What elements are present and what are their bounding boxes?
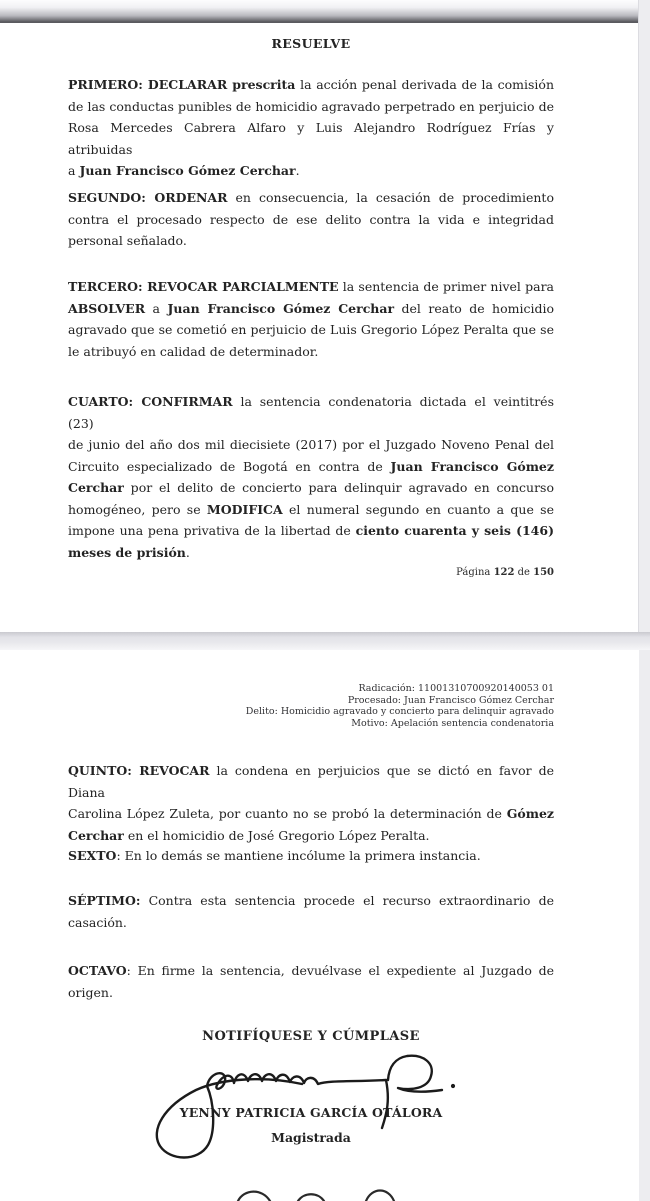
- text-run: Carolina López Zuleta, por cuanto no se probó la determinación de: [68, 806, 507, 821]
- bold-run: Juan Francisco Gómez Cerchar: [167, 300, 395, 316]
- text-line: [68, 276, 554, 298]
- notifiquese-heading: NOTIFÍQUESE Y CÚMPLASE: [202, 1029, 420, 1044]
- bold-run: PRIMERO: DECLARAR prescrita: [68, 77, 296, 92]
- text-run: : En lo demás se mantiene incólume la primera instancia.: [116, 848, 481, 863]
- text-line: [68, 187, 554, 209]
- page-gap: [0, 632, 650, 650]
- bold-run: meses de prisión: [68, 544, 186, 560]
- text-run: homogéneo, pero se: [68, 501, 207, 517]
- paragraph-primero: [68, 74, 554, 182]
- text-line: [68, 803, 554, 825]
- text-run: personal señalado.: [68, 233, 187, 248]
- text-run: en consecuencia, la cesación de procedimiento: [227, 190, 554, 205]
- text-line: [68, 117, 554, 160]
- text-line: [68, 890, 554, 912]
- text-line: [68, 209, 554, 231]
- bold-run: SÉPTIMO:: [68, 893, 141, 908]
- text-run: origen.: [68, 984, 113, 1000]
- text-run: Contra esta sentencia procede el recurso extraordinario de: [140, 893, 554, 908]
- bold-run: SEGUNDO: ORDENAR: [68, 190, 228, 205]
- paragraph-cuarto: [68, 391, 554, 563]
- paragraph-tercero: [68, 276, 554, 362]
- viewer-gutter: [638, 0, 650, 1201]
- text-run: Rosa Mercedes Cabrera Alfaro y Luis Alejandro Rodríguez Frías y atribuidas: [68, 120, 554, 157]
- text-line: [68, 230, 554, 252]
- text-line: [68, 160, 554, 182]
- page-number-total: 150: [533, 567, 554, 578]
- text-line: [68, 74, 554, 96]
- text-line: [68, 298, 554, 320]
- text-run: .: [295, 163, 300, 178]
- text-run: por el delito de concierto para delinquir agravado en concurso: [123, 480, 554, 495]
- text-line: [68, 434, 554, 456]
- bold-run: Cerchar: [68, 480, 124, 495]
- text-run: casación.: [68, 914, 127, 930]
- text-line: [68, 456, 554, 478]
- signer-title: Magistrada: [271, 1130, 351, 1145]
- bold-run: MODIFICA: [206, 501, 283, 517]
- text-run: del reato de homicidio: [394, 300, 554, 316]
- text-run: la acción penal derivada de la comisión: [295, 77, 555, 92]
- header-line-delito: Delito: Homicidio agravado y concierto para delinquir agravado: [245, 706, 554, 717]
- text-run: la sentencia condenatoria dictada el veintitrés (23): [68, 394, 554, 431]
- text-line: [68, 499, 554, 521]
- text-line: [68, 341, 554, 363]
- page-top-shadow: [0, 0, 638, 23]
- header-line-motivo: Motivo: Apelación sentencia condenatoria: [351, 717, 554, 729]
- bold-run: TERCERO: REVOCAR PARCIALMENTE: [68, 279, 339, 294]
- text-line: [68, 96, 554, 118]
- text-run: a: [145, 300, 168, 316]
- text-run: impone una pena privativa de la libertad de: [68, 523, 356, 538]
- text-line: [68, 319, 554, 341]
- text-line: [68, 960, 554, 982]
- header-line-radicacion: Radicación: 11001310700920140053 01: [358, 683, 554, 694]
- bold-run: SEXTO: [68, 848, 117, 863]
- bold-run: Cerchar: [68, 827, 124, 843]
- header-line-procesado: Procesado: Juan Francisco Gómez Cerchar: [347, 694, 554, 706]
- page-number-sep: de: [514, 567, 534, 578]
- text-run: de las conductas punibles de homicidio agravado perpetrado en perjuicio de: [68, 98, 554, 114]
- text-run: en el homicidio de José Gregorio López Peralta.: [123, 827, 430, 843]
- text-line: [68, 760, 554, 803]
- bold-run: Juan Francisco Gómez: [390, 458, 554, 474]
- resuelve-heading: RESUELVE: [271, 36, 351, 51]
- text-run: Circuito especializado de Bogotá en contra de: [68, 458, 391, 474]
- text-line: [68, 391, 554, 434]
- case-header: [68, 683, 554, 729]
- paragraph-quinto: [68, 760, 554, 846]
- bold-run: ABSOLVER: [68, 300, 146, 316]
- text-run: : En firme la sentencia, devuélvase el expediente al Juzgado de: [126, 963, 554, 978]
- text-line: [68, 982, 554, 1004]
- page-number-label: Página: [456, 567, 494, 578]
- paragraph-segundo: [68, 187, 554, 252]
- text-line: [68, 912, 554, 934]
- text-run: de junio del año dos mil diecisiete (2017) por el Juzgado Noveno Penal del: [68, 437, 554, 452]
- paragraph-sexto: [68, 845, 554, 867]
- text-line: [68, 542, 554, 564]
- bold-run: OCTAVO: [68, 963, 127, 978]
- bold-run: CUARTO: CONFIRMAR: [68, 394, 233, 409]
- text-run: .: [185, 544, 190, 560]
- text-run: la sentencia de primer nivel para: [338, 279, 555, 294]
- text-run: a: [68, 163, 80, 178]
- text-run: le atribuyó en calidad de determinador.: [68, 343, 319, 359]
- text-line: [68, 520, 554, 542]
- paragraph-septimo: [68, 890, 554, 933]
- paragraph-octavo: [68, 960, 554, 1003]
- text-line: [68, 477, 554, 499]
- text-run: la condena en perjuicios que se dictó en favor de Diana: [68, 763, 554, 800]
- text-line: [68, 845, 554, 867]
- bold-run: Gómez: [506, 806, 554, 821]
- text-run: contra el procesado respecto de ese delito contra la vida e integridad: [68, 211, 554, 227]
- bold-run: Juan Francisco Gómez Cerchar: [79, 163, 296, 178]
- signer-name: YENNY PATRICIA GARCÍA OTÁLORA: [179, 1105, 443, 1120]
- text-run: el numeral segundo en cuanto a que se: [282, 501, 554, 517]
- text-line: [68, 825, 554, 847]
- bold-run: QUINTO: REVOCAR: [68, 763, 210, 778]
- bold-run: ciento cuarenta y seis (146): [355, 523, 554, 538]
- page-number: [68, 566, 554, 580]
- text-run: agravado que se cometió en perjuicio de Luis Gregorio López Peralta que se: [68, 322, 554, 337]
- page-number-current: 122: [493, 567, 515, 578]
